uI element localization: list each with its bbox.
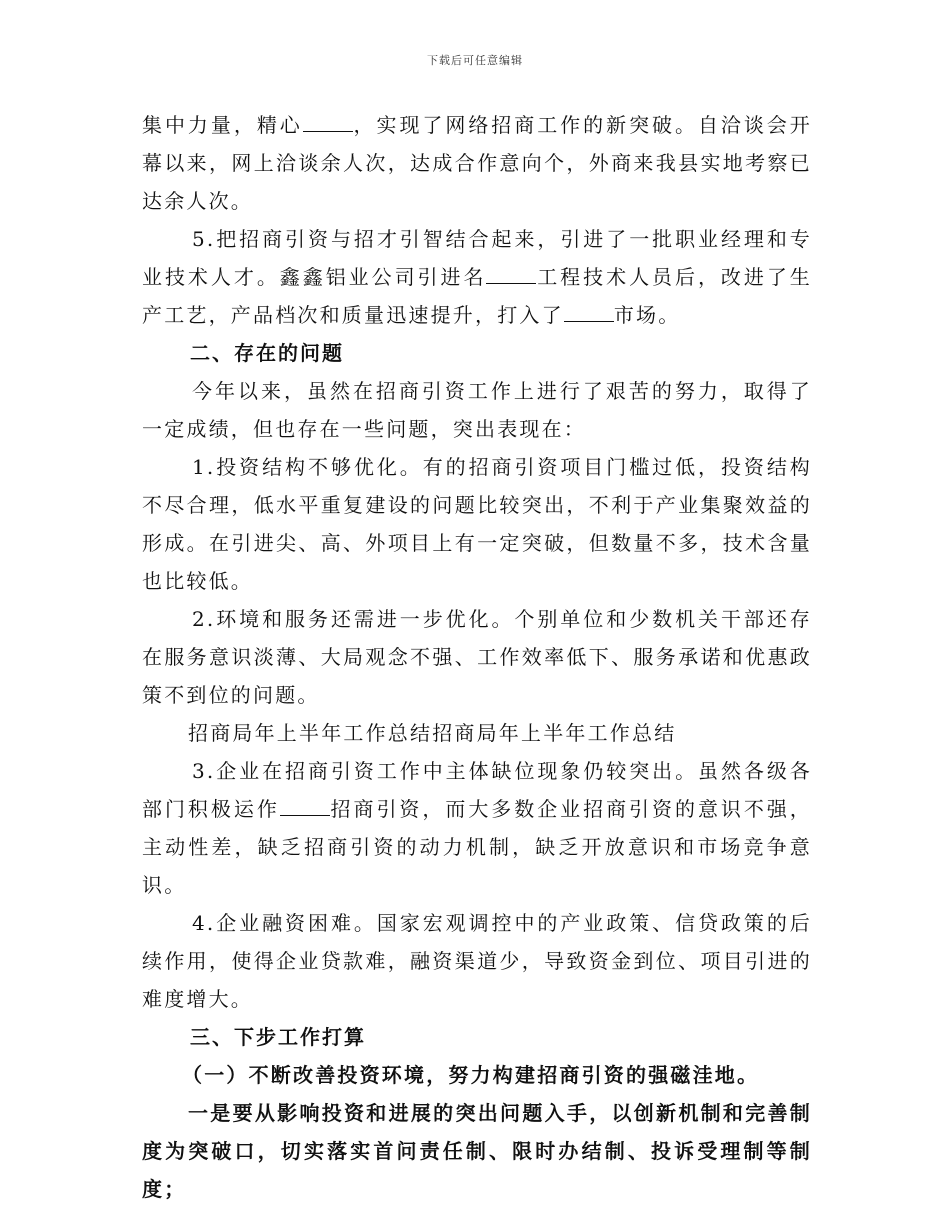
page-header: 下载后可任意编辑 — [427, 54, 523, 67]
subsection-heading-1: （一）不断改善投资环境，努力构建招商引资的强磁洼地。 — [182, 1063, 760, 1087]
text: 工程技术人员后，改进了生产工艺，产品档次和质量迅速提升，打入了 — [142, 265, 813, 327]
text: 5.把招商引资与招才引智结合起来，引进了一批职业经理和专业技术人才。鑫鑫铝业公司引进名 — [142, 227, 812, 289]
paragraph-summary-title: 招商局年上半年工作总结招商局年上半年工作总结 — [188, 721, 677, 745]
blank-underline — [303, 113, 353, 132]
text: 招商引资，而大多数企业招商引资的意识不强，主动性差，缺乏招商引资的动力机制，缺乏开放意识和市场竞争意识。 — [142, 797, 812, 897]
paragraph-problem-1: 1.投资结构不够优化。有的招商引资项目门槛过低，投资结构不尽合理，低水平重复建设的问题比较突出，不利于产业集聚效益的形成。在引进尖、高、外项目上有一定突破，但数量不多，技术含量也比较低。 — [142, 455, 812, 593]
blank-underline — [564, 303, 614, 322]
document-body — [142, 106, 812, 1208]
blank-underline — [280, 797, 330, 816]
section-heading-problems: 二、存在的问题 — [190, 341, 344, 365]
text: 市场。 — [613, 303, 681, 327]
paragraph-problem-4: 4.企业融资困难。国家宏观调控中的产业政策、信贷政策的后续作用，使得企业贷款难，融资渠道少，导致资金到位、项目引进的难度增大。 — [142, 911, 812, 1011]
section-heading-next-steps: 三、下步工作打算 — [190, 1025, 366, 1049]
paragraph-network-investment — [142, 106, 812, 220]
text: 集中力量，精心 — [142, 113, 303, 137]
text: ，实现了网络招商工作的新突破。自洽谈会开幕以来，网上洽谈余人次，达成合作意向个，外商来我县实地考察已达余人次。 — [142, 113, 813, 213]
paragraph-next-step-1: 一是要从影响投资和进展的突出问题入手，以创新机制和完善制度为突破口，切实落实首问责任制、限时办结制、投诉受理制等制度； — [142, 1101, 812, 1201]
paragraph-problem-3 — [142, 752, 812, 904]
text: 3.企业在招商引资工作中主体缺位现象仍较突出。虽然各级各部门积极运作 — [142, 759, 812, 821]
paragraph-problem-2: 2.环境和服务还需进一步优化。个别单位和少数机关干部还存在服务意识淡薄、大局观念不强、工作效率低下、服务承诺和优惠政策不到位的问题。 — [142, 607, 812, 707]
paragraph-item-5 — [142, 220, 812, 334]
paragraph-problems-intro: 今年以来，虽然在招商引资工作上进行了艰苦的努力，取得了一定成绩，但也存在一些问题，突出表现在： — [142, 379, 812, 441]
blank-underline — [486, 265, 536, 284]
